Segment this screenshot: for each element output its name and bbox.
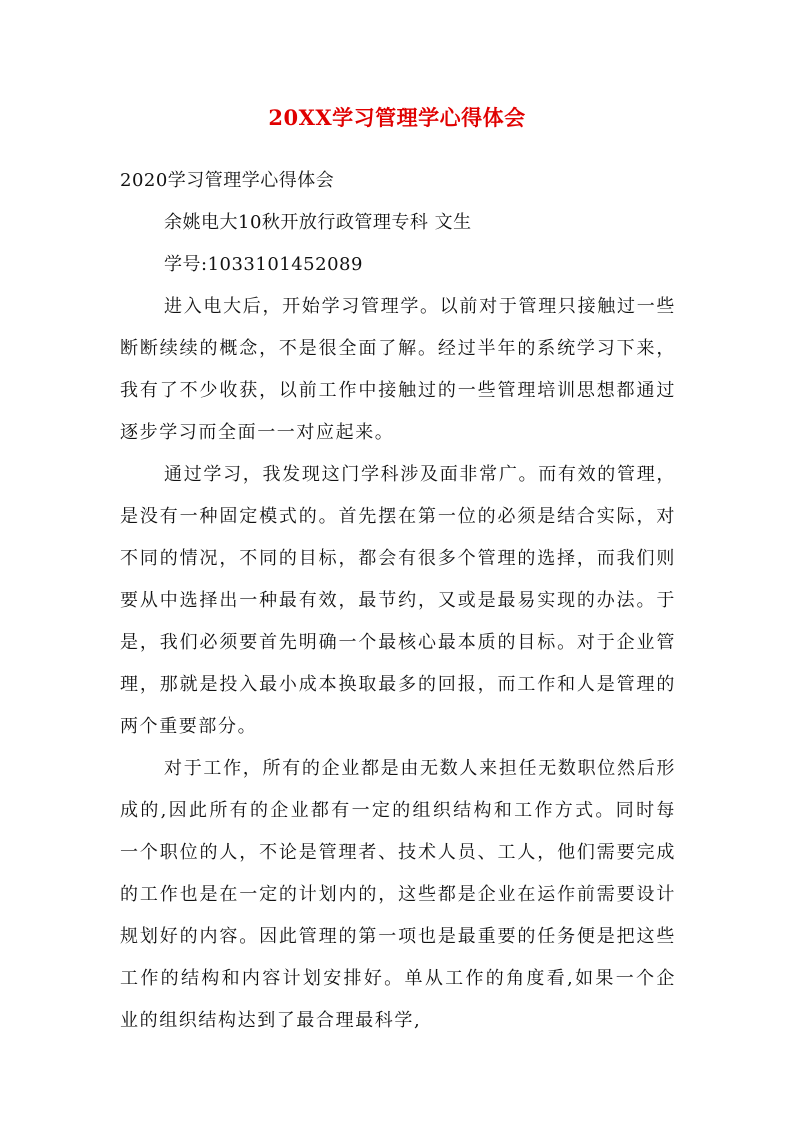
student-id-line: 学号:1033101452089 <box>164 254 363 275</box>
body-paragraph: 对于工作，所有的企业都是由无数人来担任无数职位然后形成的,因此所有的企业都有一定的组织结构和工作方式。同时每一个职位的人，不论是管理者、技术人员、工人，他们需要完成的工作也是在一定的计划内的，这些都是企业在运作前需要设计规划好的内容。因此管理的第一项也是最重要的任务便是把这些工作的结构和内容计划安排好。单从工作的角度看,如果一个企业的组织结构达到了最合理最科学, <box>120 758 676 1031</box>
body-paragraph: 通过学习，我发现这门学科涉及面非常广。而有效的管理，是没有一种固定模式的。首先摆在第一位的必须是结合实际，对不同的情况，不同的目标，都会有很多个管理的选择，而我们则要从中选择出一种最有效，最节约，又或是最易实现的办法。于是，我们必须要首先明确一个最核心最本质的目标。对于企业管理，那就是投入最小成本换取最多的回报，而工作和人是管理的两个重要部分。 <box>120 464 676 737</box>
document-title: 20XX学习管理学心得体会 <box>268 105 526 130</box>
author-line: 余姚电大10秋开放行政管理专科 文生 <box>164 212 472 233</box>
body-paragraph: 进入电大后，开始学习管理学。以前对于管理只接触过一些断断续续的概念，不是很全面了解。经过半年的系统学习下来，我有了不少收获，以前工作中接触过的一些管理培训思想都通过逐步学习而全面一一对应起来。 <box>120 296 676 443</box>
document-body <box>120 286 676 1042</box>
document-heading: 2020学习管理学心得体会 <box>120 170 335 191</box>
